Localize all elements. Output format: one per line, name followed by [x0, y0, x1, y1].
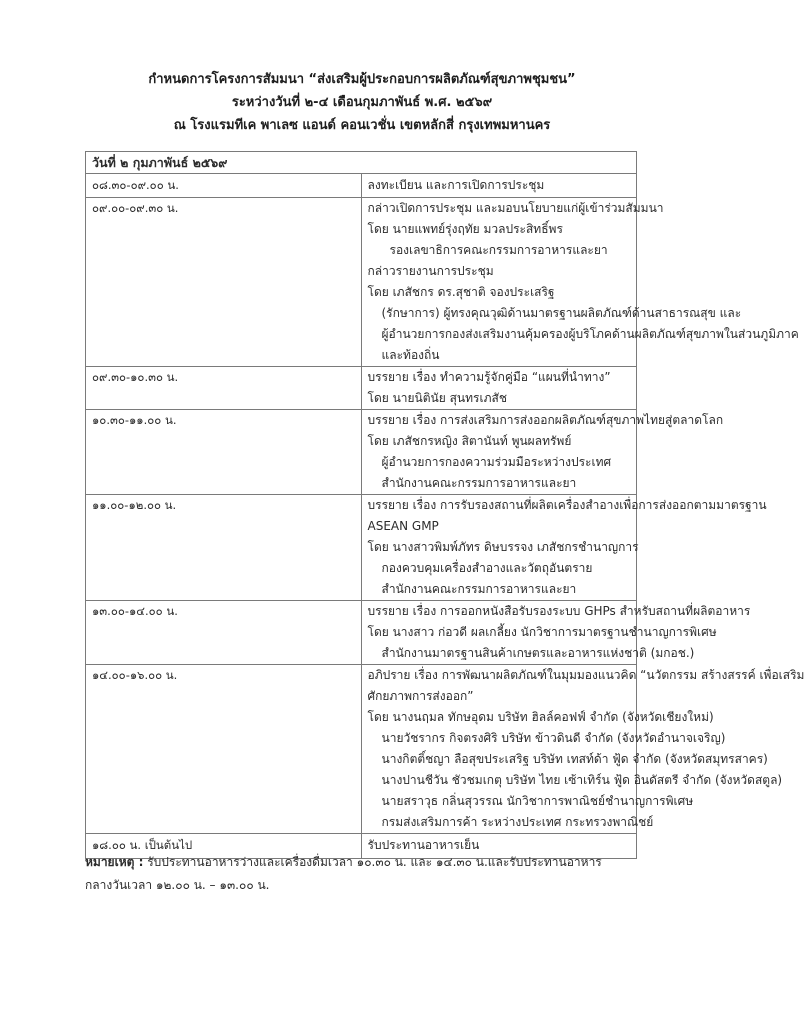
note-text-line-2: กลางวันเวลา ๑๒.๐๐ น. – ๑๓.๐๐ น.: [85, 878, 270, 892]
time-slot: ๐๘.๓๐-๐๙.๐๐ น.: [92, 178, 179, 192]
document-title: กำหนดการโครงการสัมมนา “ส่งเสริมผู้ประกอบการผลิตภัณฑ์สุขภาพชุมชน”: [148, 72, 576, 87]
time-slot: ๑๑.๐๐-๑๒.๐๐ น.: [92, 498, 177, 512]
agenda-line: กล่าวเปิดการประชุม และมอบนโยบายแก่ผู้เข้าร่วมสัมมนา: [367, 201, 664, 215]
agenda-line: สำนักงานคณะกรรมการอาหารและยา: [381, 582, 577, 596]
agenda-line: โดย นางสาว ก่อวดี ผลเกลี้ยง นักวิชาการมาตรฐานชำนาญการพิเศษ: [367, 625, 717, 639]
note-label: หมายเหตุ :: [85, 855, 144, 869]
agenda-line: นางปานชีวัน ชัวชมเกตุ บริษัท ไทย เซ้าเทิร์น ฟู้ด อินดัสตรี จำกัด (จังหวัดสตูล): [381, 773, 783, 787]
day-header-row: [86, 152, 637, 174]
agenda-line: โดย เภสัชกรหญิง สิตานันท์ พูนผลทรัพย์: [367, 434, 572, 448]
schedule-table: [85, 151, 804, 859]
agenda-line: โดย นางสาวพิมพ์ภัทร ดิษบรรจง เภสัชกรชำนาญการ: [367, 540, 639, 554]
agenda-line: รับประทานอาหารเย็น: [367, 838, 480, 852]
agenda-line: รองเลขาธิการคณะกรรมการอาหารและยา: [389, 243, 608, 257]
agenda-line: กล่าวรายงานการประชุม: [367, 264, 494, 278]
document-venue: ณ โรงแรมทีเค พาเลซ แอนด์ คอนเวชั่น เขตหลักสี่ กรุงเทพมหานคร: [173, 118, 551, 133]
agenda-line: สำนักงานมาตรฐานสินค้าเกษตรและอาหารแห่งชาติ (มกอช.): [381, 646, 695, 660]
time-slot: ๑๓.๐๐-๑๔.๐๐ น.: [92, 604, 178, 618]
schedule-row: [86, 367, 637, 410]
agenda-line: ศักยภาพการส่งออก”: [367, 689, 474, 703]
agenda-line: นางกิตติ์ชญา ลือสุขประเสริฐ บริษัท เทสท์ด้า ฟู้ด จำกัด (จังหวัดสมุทรสาคร): [381, 752, 768, 766]
agenda-line: โดย นายนิตินัย สุนทรเภสัช: [367, 391, 507, 405]
agenda-line: กรมส่งเสริมการค้า ระหว่างประเทศ กระทรวงพาณิชย์: [381, 815, 654, 829]
schedule-row: [86, 665, 637, 834]
agenda-line: บรรยาย เรื่อง การส่งเสริมการส่งออกผลิตภัณฑ์สุขภาพไทยสู่ตลาดโลก: [367, 413, 724, 427]
agenda-line: ลงทะเบียน และการเปิดการประชุม: [367, 178, 545, 192]
agenda-line: บรรยาย เรื่อง ทำความรู้จักคู่มือ “แผนที่นำทาง”: [367, 370, 611, 384]
agenda-line: อภิปราย เรื่อง การพัฒนาผลิตภัณฑ์ในมุมมองแนวคิด “นวัตกรรม สร้างสรรค์ เพื่อเสริม: [367, 668, 804, 682]
agenda-line: สำนักงานคณะกรรมการอาหารและยา: [381, 476, 577, 490]
agenda-line: บรรยาย เรื่อง การออกหนังสือรับรองระบบ GHPs สำหรับสถานที่ผลิตอาหาร: [367, 604, 751, 618]
schedule-row: [86, 601, 637, 665]
time-slot: ๐๙.๓๐-๑๐.๓๐ น.: [92, 370, 179, 384]
time-slot: ๐๙.๐๐-๐๙.๓๐ น.: [92, 201, 179, 215]
time-slot: ๑๘.๐๐ น. เป็นต้นไป: [92, 838, 193, 852]
note: [85, 851, 645, 897]
document-date-range: ระหว่างวันที่ ๒-๔ เดือนกุมภาพันธ์ พ.ศ. ๒๕๖๙: [231, 95, 493, 110]
agenda-line: นายวัชรากร กิจตรงศิริ บริษัท ข้าวดินดี จำกัด (จังหวัดอำนาจเจริญ): [381, 731, 726, 745]
agenda-line: ผู้อำนวยการกองส่งเสริมงานคุ้มครองผู้บริโภคด้านผลิตภัณฑ์สุขภาพในส่วนภูมิภาค: [381, 327, 799, 341]
agenda-line: และท้องถิ่น: [381, 348, 440, 362]
agenda-line: โดย นางนฤมล ทักษอุดม บริษัท ฮิลล์คอฟฟ์ จำกัด (จังหวัดเชียงใหม่): [367, 710, 714, 724]
agenda-line: ผู้อำนวยการกองความร่วมมือระหว่างประเทศ: [381, 455, 612, 469]
schedule-row: [86, 495, 637, 601]
time-slot: ๑๔.๐๐-๑๖.๐๐ น.: [92, 668, 178, 682]
schedule-row: [86, 174, 637, 198]
schedule-row: [86, 410, 637, 495]
agenda-line: บรรยาย เรื่อง การรับรองสถานที่ผลิตเครื่องสำอางเพื่อการส่งออกตามมาตรฐาน: [367, 498, 767, 512]
agenda-line: กองควบคุมเครื่องสำอางและวัตถุอันตราย: [381, 561, 593, 575]
agenda-line: โดย เภสัชกร ดร.สุชาติ จองประเสริฐ: [367, 285, 555, 299]
agenda-line: (รักษาการ) ผู้ทรงคุณวุฒิด้านมาตรฐานผลิตภัณฑ์ด้านสาธารณสุข และ: [381, 306, 742, 320]
agenda-line: โดย นายแพทย์รุ่งฤทัย มวลประสิทธิ์พร: [367, 222, 563, 236]
agenda-line: นายสราวุธ กลิ่นสุวรรณ นักวิชาการพาณิชย์ชำนาญการพิเศษ: [381, 794, 694, 808]
time-slot: ๑๐.๓๐-๑๑.๐๐ น.: [92, 413, 177, 427]
agenda-line: ASEAN GMP: [367, 519, 439, 533]
note-text-line-1: รับประทานอาหารว่างและเครื่องดื่มเวลา ๑๐.๓๐ น. และ ๑๔.๓๐ น.และรับประทานอาหาร: [143, 855, 602, 869]
day-header: วันที่ ๒ กุมภาพันธ์ ๒๕๖๙: [86, 152, 637, 174]
schedule-row: [86, 198, 637, 367]
